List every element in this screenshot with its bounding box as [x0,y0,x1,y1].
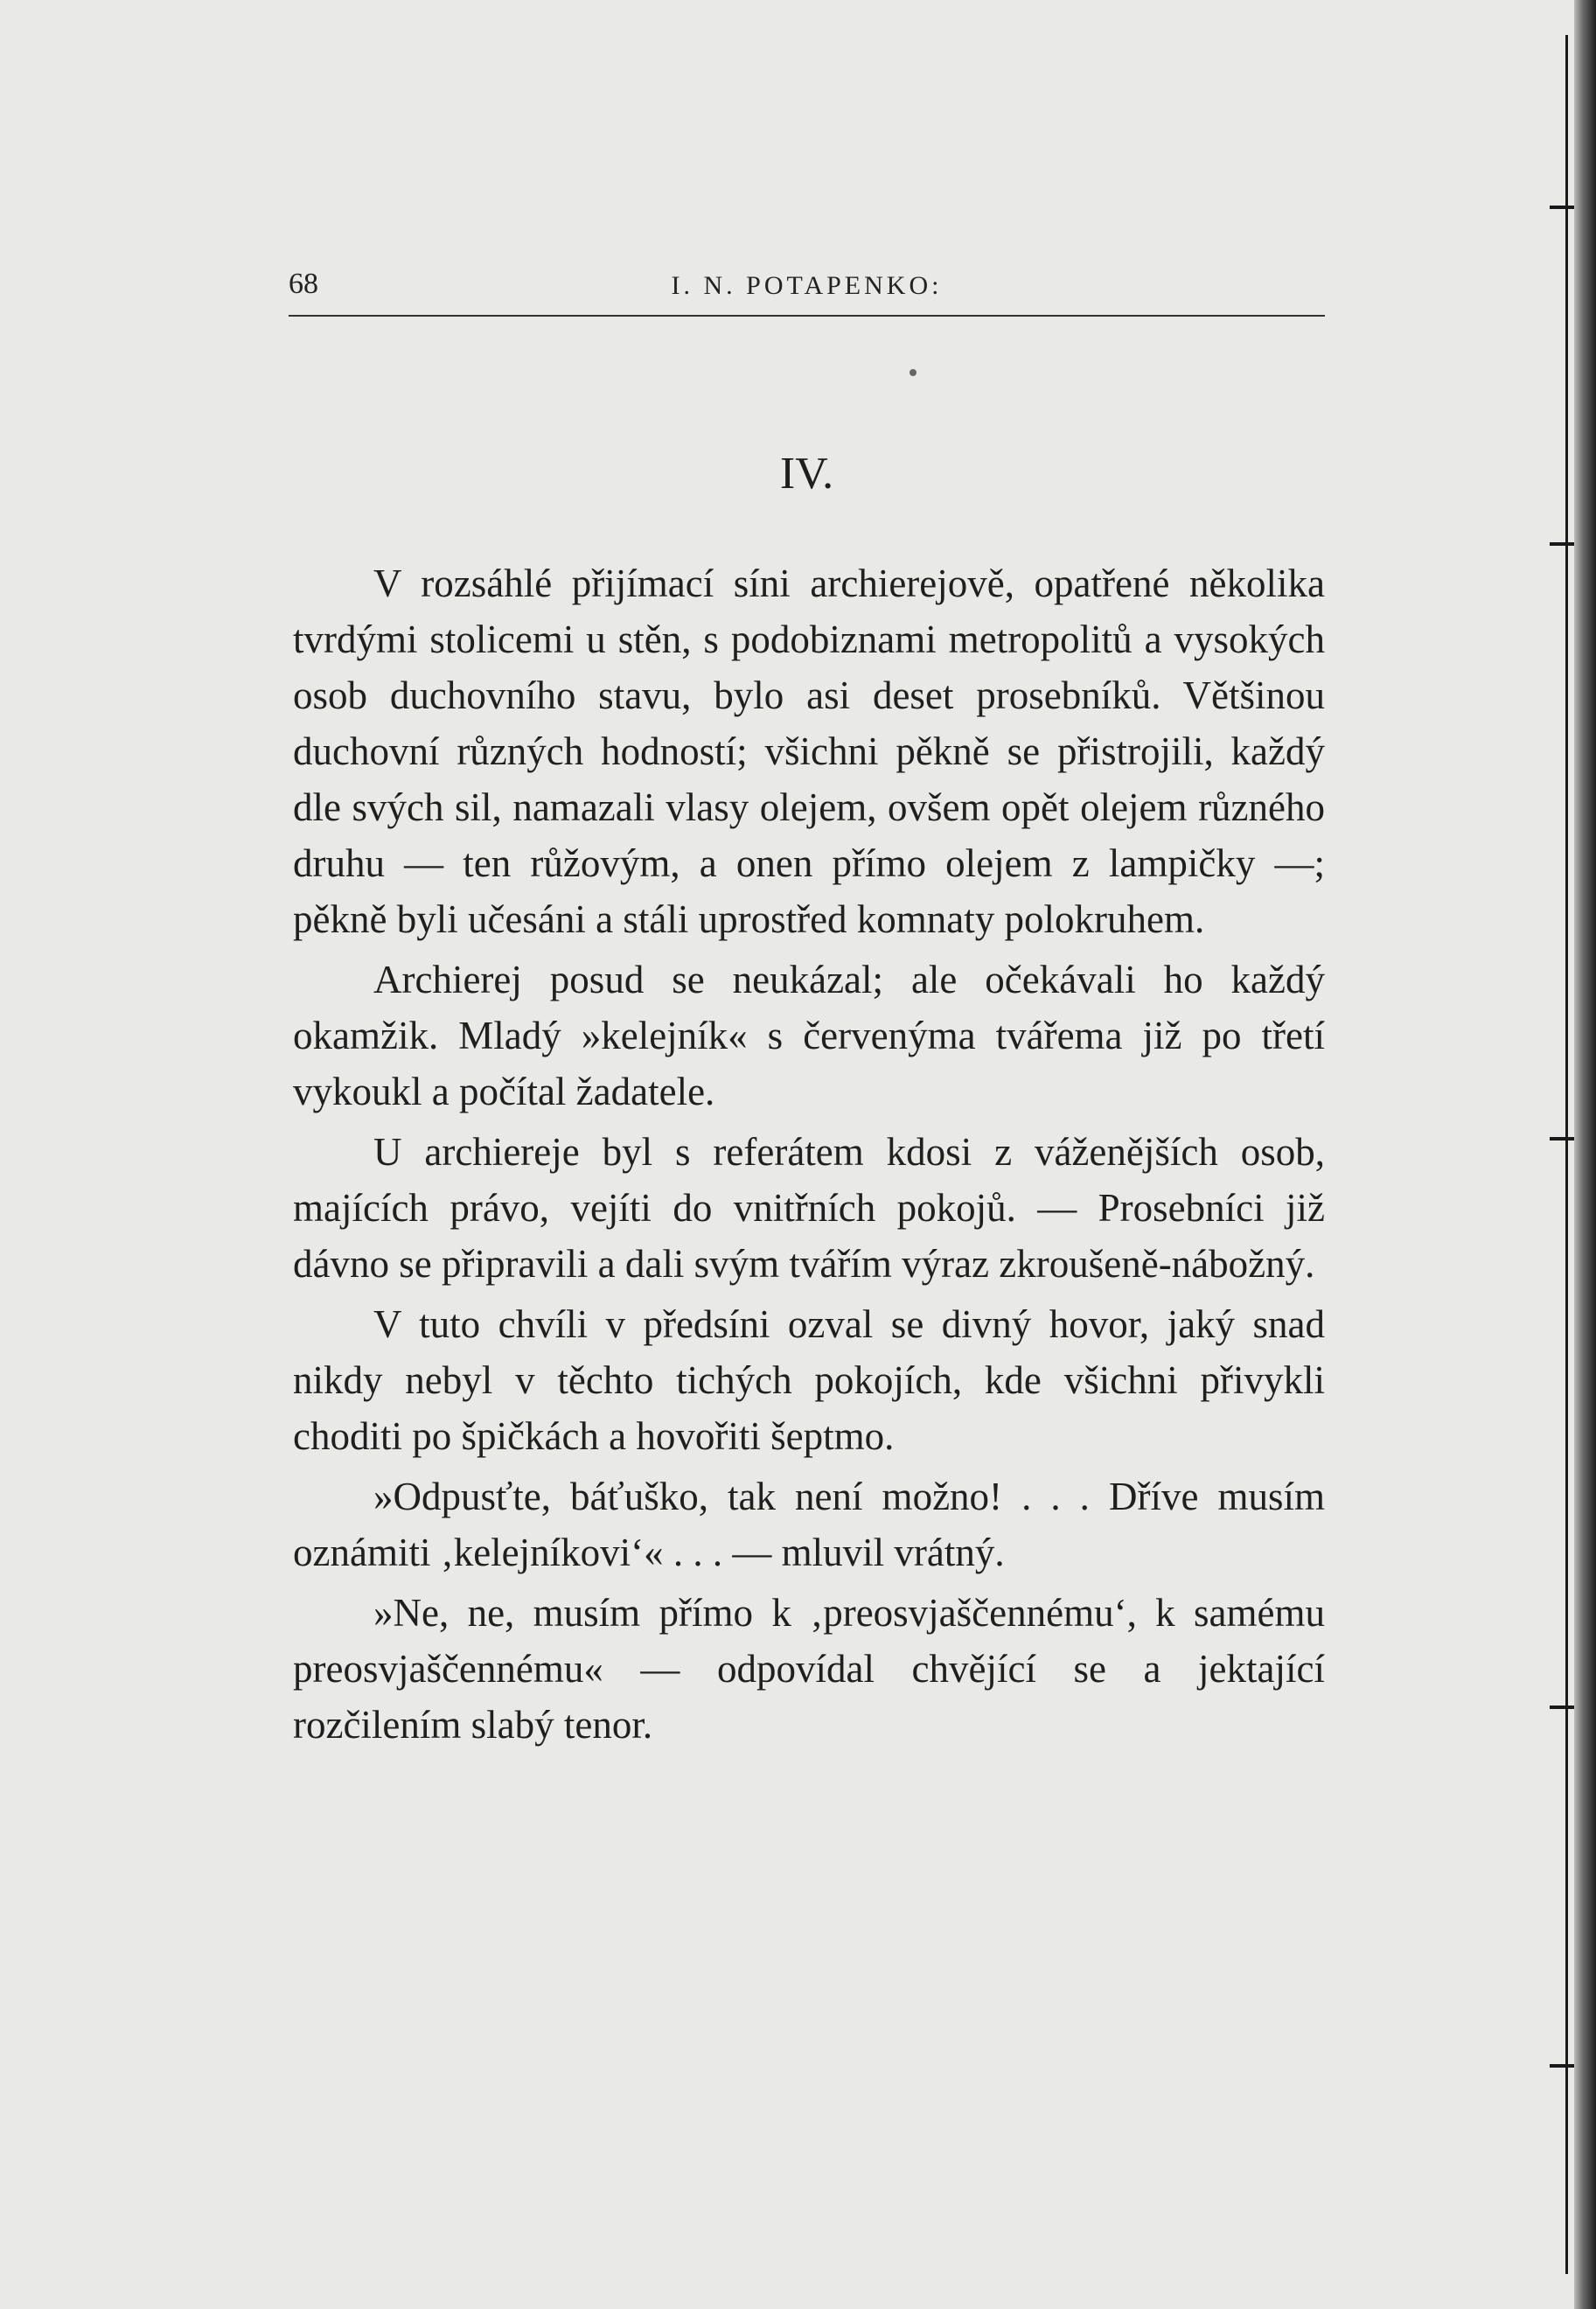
paragraph: U archiereje byl s referátem kdosi z váženějších osob, majících právo, vejíti do vnitřních pokojů. — Prosebníci již dávno se připravili a dali svým tvářím výraz zkroušeně-nábožný. [293,1130,1325,1286]
body-text [293,555,1325,1757]
binding-tick [1550,1706,1574,1709]
print-speck [910,369,916,376]
running-head: I. N. POTAPENKO: [671,271,943,300]
binding-tick [1550,1137,1574,1141]
page-number: 68 [289,268,318,300]
page-header [289,262,1325,317]
binding-tick [1550,542,1574,546]
chapter-heading: IV. [779,449,834,499]
paragraph: Archierej posud se neukázal; ale očekávali ho každý okamžik. Mladý »kelejník« s červenýma tvářema již po třetí vykoukl a počítal žadatele. [293,958,1325,1113]
paragraph: V tuto chvíli v předsíni ozval se divný hovor, jaký snad nikdy nebyl v těchto tichých pokojích, kde všichni přivykli choditi po špičkách a hovořiti šeptmo. [293,1302,1325,1458]
binding-edge-line [1565,35,1568,2274]
binding-tick [1550,206,1574,209]
binding-tick [1550,2064,1574,2068]
paragraph: V rozsáhlé přijímací síni archierejově, opatřené několika tvrdými stolicemi u stěn, s podobiznami metropolitů a vysokých osob duchovního stavu, bylo asi deset prosebníků. Většinou duchovní různých hodností; všichni pěkně se přistrojili, každý dle svých sil, namazali vlasy olejem, ovšem opět olejem různého druhu — ten růžovým, a onen přímo olejem z lampičky —; pěkně byli učesáni a stáli uprostřed komnaty polokruhem. [293,562,1325,941]
paragraph: »Ne, ne, musím přímo k ‚preosvjaščennému‘, k samému preosvjaščennému« — odpovídal chvějící se a jektající rozčilením slabý tenor. [293,1591,1325,1747]
page-edge-shadow [1574,0,1596,2309]
paragraph: »Odpusťte, báťuško, tak není možno! . . . Dříve musím oznámiti ‚kelejníkovi‘« . . . — mluvil vrátný. [293,1475,1325,1574]
